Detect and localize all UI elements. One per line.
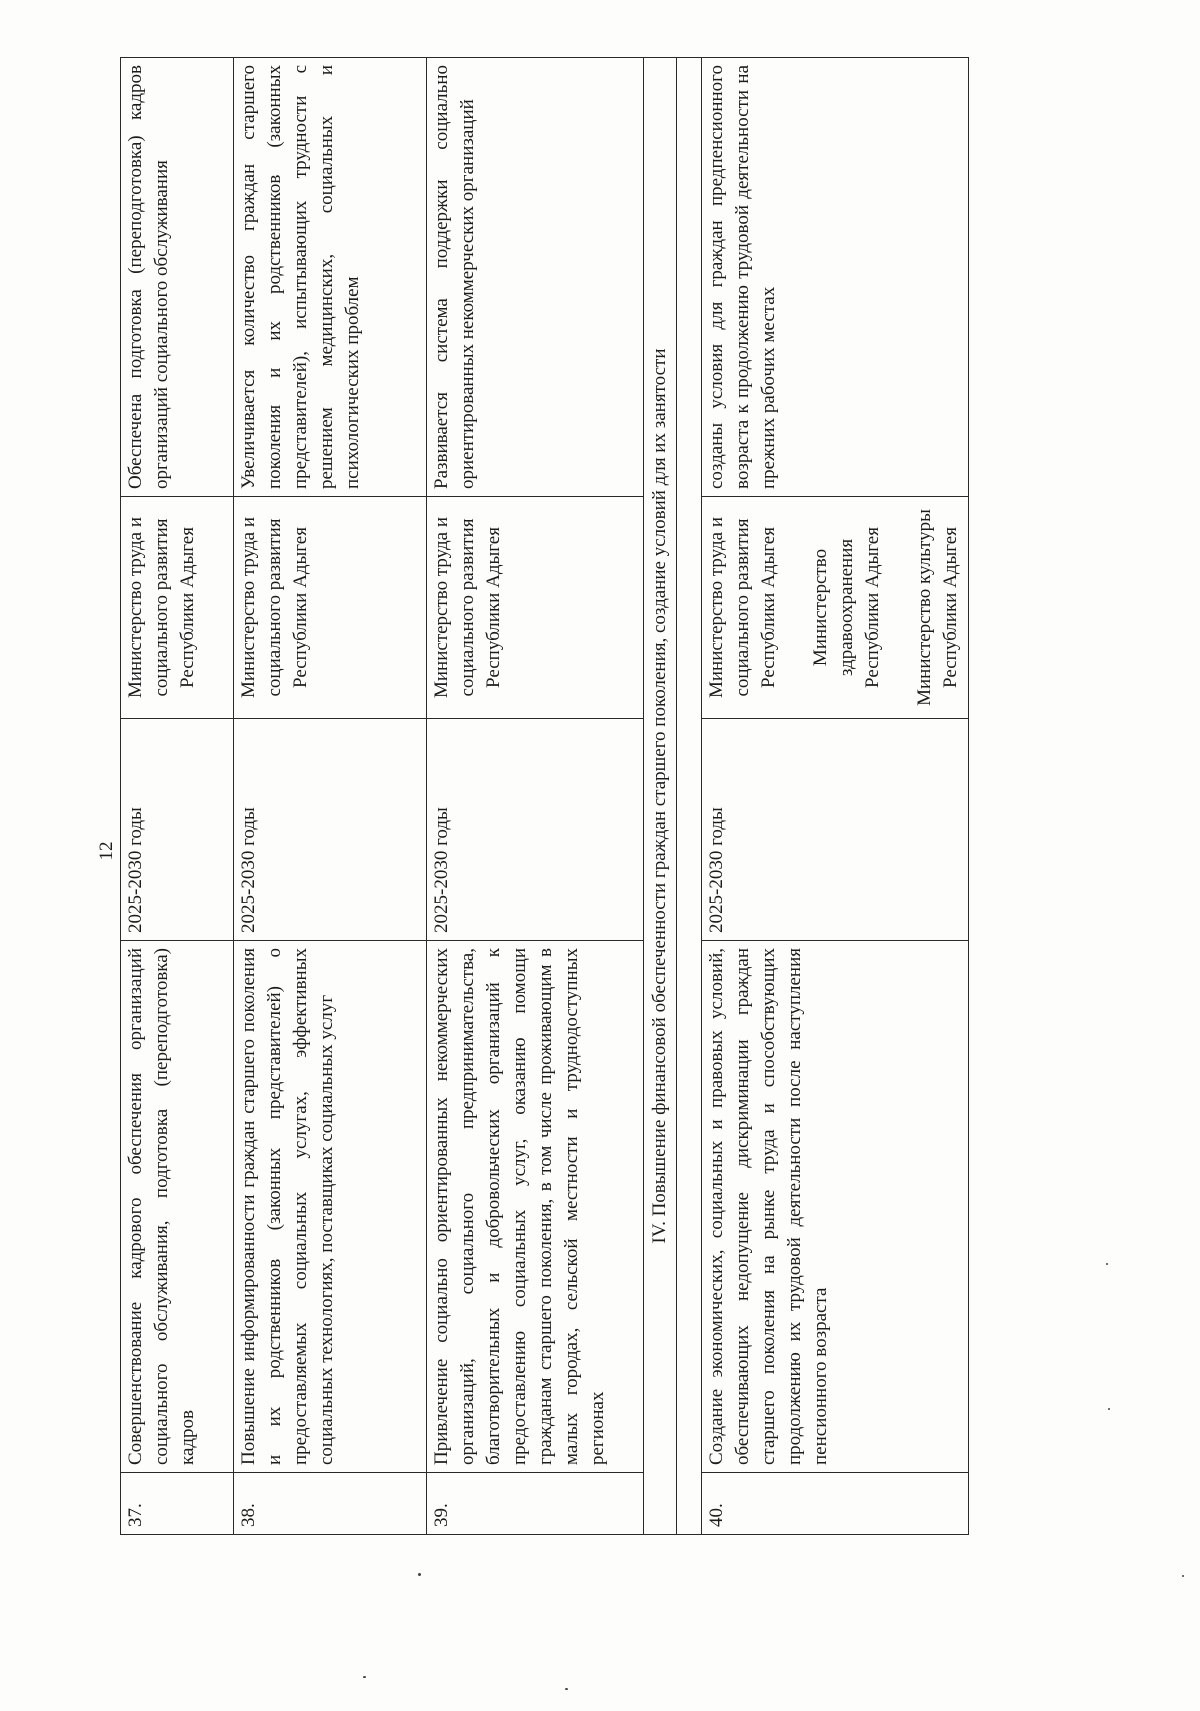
responsible-ministry: Министерство культуры Республики Адыгея	[914, 509, 961, 706]
responsible-ministry: Министерство труда и социального развития Республики Адыгея	[431, 517, 504, 699]
result-cell: Обеспечена подготовка (переподготовка) кадров организаций социального обслуживания	[121, 58, 234, 497]
page-number: 12	[96, 841, 117, 861]
measures-table	[120, 57, 969, 1535]
responsible-cell	[702, 497, 969, 719]
activity-cell: Повышение информированности граждан старшего поколения и их родственников (законных представителей) о предоставляемых социальных услугах, эффективных социальных технологиях, поставщиках социальных услуг	[234, 941, 427, 1473]
row-number: 37.	[121, 1473, 234, 1535]
responsible-ministry: Министерство труда и социального развития Республики Адыгея	[706, 517, 779, 699]
activity-cell: Создание экономических, социальных и правовых условий, обеспечивающих недопущение дискриминации граждан старшего поколения на рынке труда и способствующих продолжению их трудовой деятельности после наступления пенсионного возраста	[702, 941, 969, 1473]
scan-speck	[363, 1676, 366, 1678]
scan-speck	[1182, 1575, 1184, 1577]
responsible-cell	[427, 497, 644, 719]
responsible-ministry: Министерство труда и социального развития Республики Адыгея	[238, 517, 311, 699]
spacer-row	[677, 58, 702, 1535]
table-row	[427, 58, 644, 1535]
spacer-cell	[677, 58, 702, 1535]
responsible-cell	[121, 497, 234, 719]
period-cell: 2025-2030 годы	[234, 719, 427, 941]
scan-speck	[418, 1573, 421, 1576]
row-number: 40.	[702, 1473, 969, 1535]
period-cell: 2025-2030 годы	[427, 719, 644, 941]
table-row	[234, 58, 427, 1535]
responsible-ministry: Министерство труда и социального развития Республики Адыгея	[125, 517, 198, 699]
row-number: 38.	[234, 1473, 427, 1535]
activity-cell: Совершенствование кадрового обеспечения организаций социального обслуживания, подготовка (переподготовка) кадров	[121, 941, 234, 1473]
row-number: 39.	[427, 1473, 644, 1535]
responsible-ministry: Министерство здравоохранения Республики Адыгея	[810, 527, 883, 688]
table-row	[702, 58, 969, 1535]
section-title: IV. Повышение финансовой обеспеченности граждан старшего поколения, создание условий для их занятости	[644, 58, 677, 1535]
section-header-row	[644, 58, 677, 1535]
result-cell: Увеличивается количество граждан старшего поколения и их родственников (законных представителей), испытывающих трудности с решением медицинских, социальных и психологических проблем	[234, 58, 427, 497]
scan-speck	[1108, 1408, 1110, 1410]
period-cell: 2025-2030 годы	[702, 719, 969, 941]
scan-speck	[565, 1688, 568, 1690]
responsible-cell	[234, 497, 427, 719]
table-row	[121, 58, 234, 1535]
period-cell: 2025-2030 годы	[121, 719, 234, 941]
activity-cell: Привлечение социально ориентированных некоммерческих организаций, социального предпринимательства, благотворительных и добровольческих организаций к предоставлению социальных услуг, оказанию помощи гражданам старшего поколения, в том числе проживающим в малых городах, сельской местности и труднодоступных регионах	[427, 941, 644, 1473]
result-cell: созданы условия для граждан предпенсионного возраста к продолжению трудовой деятельности на прежних рабочих местах	[702, 58, 969, 497]
scan-speck	[1106, 1263, 1108, 1265]
rotated-table-container	[120, 58, 1057, 1535]
result-cell: Развивается система поддержки социально ориентированных некоммерческих организаций	[427, 58, 644, 497]
